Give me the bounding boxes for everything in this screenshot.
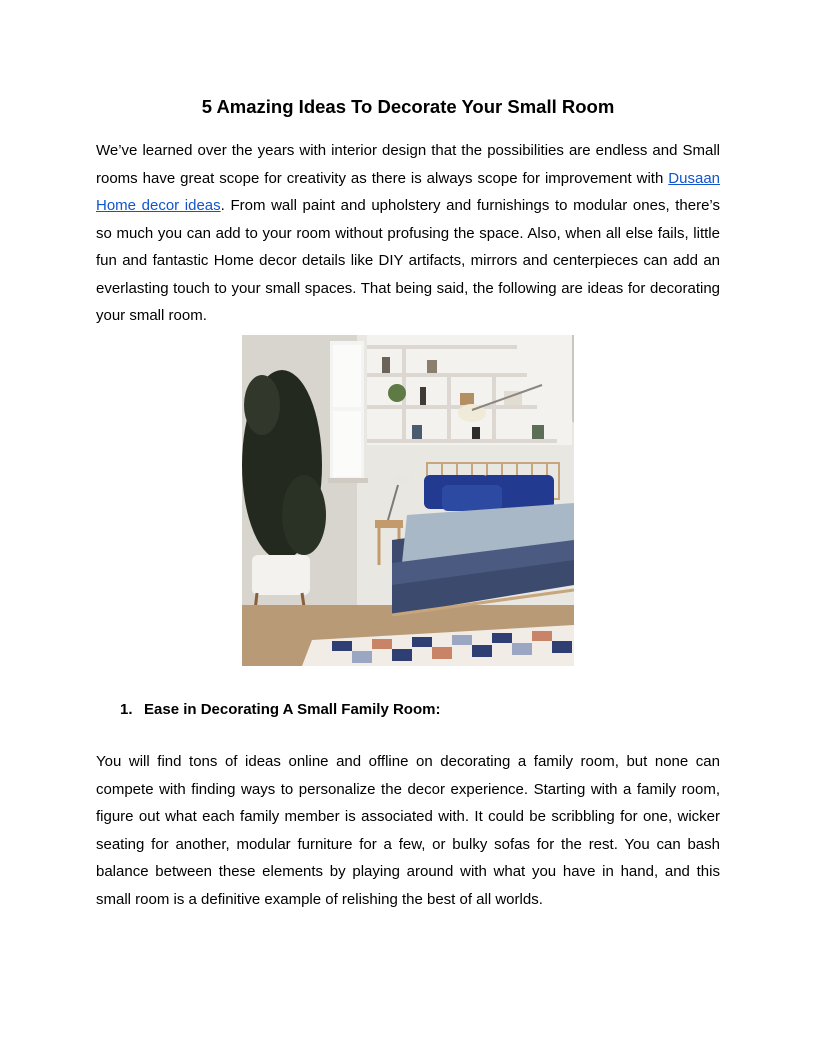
intro-text-end: . From wall paint and upholstery and furnishings to modular ones, there’s so much you can add to your room without profusing the space. Also, when all else fails, little fun and fantastic Home decor details like DIY artifacts, mirrors and centerpieces can add an everlasting touch to your small spaces. That being said, the following are ideas for decorating your small room. [96,197,720,324]
intro-text-start: We’ve learned over the years with interior design that the possibilities are endless and Small rooms have great scope for creativity as there is always scope for improvement with [96,142,720,187]
section-1-title: Ease in Decorating A Small Family Room: [144,701,441,718]
bedroom-photo [242,335,574,666]
section-1-paragraph: You will find tons of ideas online and offline on decorating a family room, but none can compete with finding ways to personalize the decor experience. Starting with a family room, figure out what each family member is associated with. It could be scribbling for one, wicker seating for another, modular furniture for a few, or bulky sofas for the rest. You can bash balance between these elements by playing around with what you have in hand, and this small room is a definitive example of relishing the best of all worlds. [96,753,720,908]
document-title: 5 Amazing Ideas To Decorate Your Small Room [201,96,615,117]
section-1-heading [120,701,440,718]
intro-paragraph [96,137,720,330]
dusaan-home-decor-link[interactable]: Dusaan Home decor ideas [96,169,720,214]
section-1-number: 1. [120,701,133,718]
